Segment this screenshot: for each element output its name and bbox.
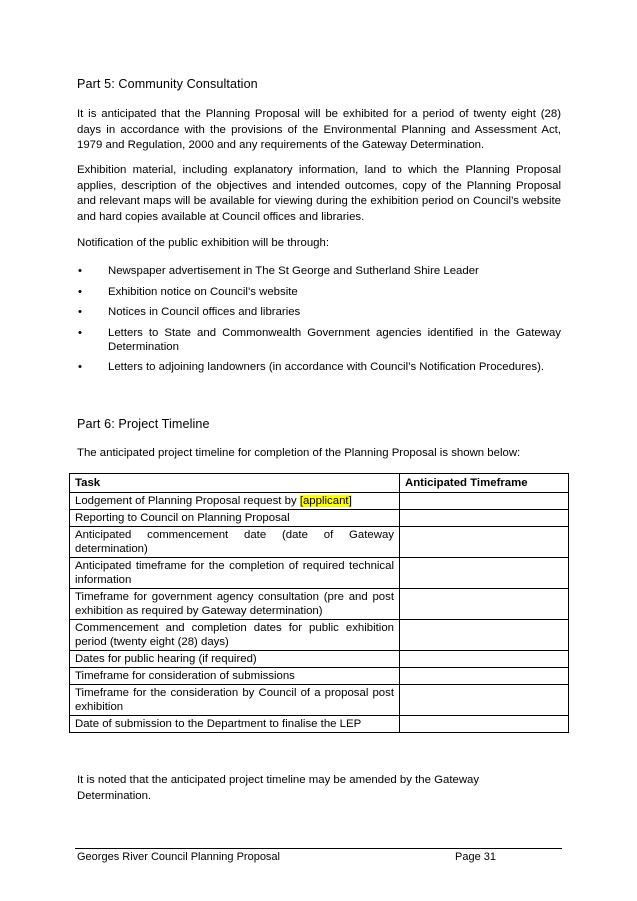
table-header-task: Task (70, 474, 400, 493)
applicant-highlight: [applicant] (299, 495, 352, 507)
table-cell-timeframe (400, 716, 569, 733)
table-cell-task: Commencement and completion dates for public exhibition period (twenty eight (28) days) (70, 620, 400, 651)
table-row (70, 510, 569, 527)
table-cell-timeframe (400, 651, 569, 668)
table-row (70, 493, 569, 510)
part5-paragraph-1: It is anticipated that the Planning Proposal will be exhibited for a period of twenty eight (28) days in accordance with the provisions of the Environmental Planning and Assessment Act, 1979 and Regulation, 2000 and any requirements of the Gateway Determination. (77, 108, 561, 152)
table-cell-task: Timeframe for consideration of submissions (70, 668, 400, 685)
table-row (70, 651, 569, 668)
table-row (70, 620, 569, 651)
part5-heading: Part 5: Community Consultation (77, 77, 258, 91)
notification-bullet-list (77, 264, 561, 381)
table-cell-task: Reporting to Council on Planning Proposal (70, 510, 400, 527)
table-cell-task (70, 493, 400, 510)
footer-divider (75, 848, 562, 849)
table-cell-task: Anticipated commencement date (date of Gateway determination) (70, 527, 400, 558)
part5-paragraph-3: Notification of the public exhibition will be through: (77, 237, 330, 249)
table-cell-timeframe (400, 589, 569, 620)
table-cell-task: Dates for public hearing (if required) (70, 651, 400, 668)
table-row (70, 716, 569, 733)
table-row (70, 668, 569, 685)
footer-title: Georges River Council Planning Proposal (77, 851, 280, 863)
table-row (70, 685, 569, 716)
table-row (70, 589, 569, 620)
table-cell-task: Timeframe for the consideration by Council of a proposal post exhibition (70, 685, 400, 716)
bullet-icon: • (78, 285, 82, 298)
table-cell-task: Anticipated timeframe for the completion of required technical information (70, 558, 400, 589)
bullet-item (77, 360, 561, 374)
bullet-icon: • (78, 306, 82, 318)
part5-paragraph-2: Exhibition material, including explanatory information, land to which the Planning Proposal applies, description of the objectives and intended outcomes, copy of the Planning Proposal and relevant maps will be available for viewing during the exhibition period on Council’s website and hard copies available at Council offices and libraries. (77, 164, 561, 223)
bullet-item (77, 264, 561, 278)
bullet-icon: • (78, 361, 82, 373)
table-cell-timeframe (400, 510, 569, 527)
table-cell-timeframe (400, 493, 569, 510)
task-text: Lodgement of Planning Proposal request by (75, 495, 300, 507)
part6-heading: Part 6: Project Timeline (77, 417, 210, 431)
table-cell-timeframe (400, 527, 569, 558)
table-cell-task: Date of submission to the Department to finalise the LEP (70, 716, 400, 733)
bullet-text: Newspaper advertisement in The St George and Sutherland Shire Leader (108, 265, 479, 277)
table-header-timeframe: Anticipated Timeframe (400, 474, 569, 493)
bullet-text: Exhibition notice on Council’s website (108, 285, 298, 298)
table-cell-task: Timeframe for government agency consultation (pre and post exhibition as required by Gateway determination) (70, 589, 400, 620)
table-cell-timeframe (400, 620, 569, 651)
bullet-icon: • (78, 265, 82, 277)
table-row (70, 558, 569, 589)
page-number: Page 31 (455, 851, 496, 863)
bullet-text: Notices in Council offices and libraries (108, 306, 301, 318)
table-cell-timeframe (400, 558, 569, 589)
bullet-icon: • (78, 326, 82, 339)
table-row (70, 527, 569, 558)
bullet-item (77, 326, 561, 354)
bullet-item (77, 285, 561, 299)
part6-intro: The anticipated project timeline for completion of the Planning Proposal is shown below: (77, 447, 521, 459)
bullet-text: Letters to adjoining landowners (in accordance with Council’s Notification Procedures). (108, 361, 545, 373)
table-cell-timeframe (400, 685, 569, 716)
bullet-item (77, 305, 561, 319)
project-timeline-table (69, 473, 569, 733)
bullet-text: Letters to State and Commonwealth Government agencies identified in the Gateway Determination (108, 326, 561, 353)
table-header-row (70, 474, 569, 493)
timeline-note: It is noted that the anticipated project timeline may be amended by the Gateway Determination. (77, 774, 480, 802)
table-cell-timeframe (400, 668, 569, 685)
